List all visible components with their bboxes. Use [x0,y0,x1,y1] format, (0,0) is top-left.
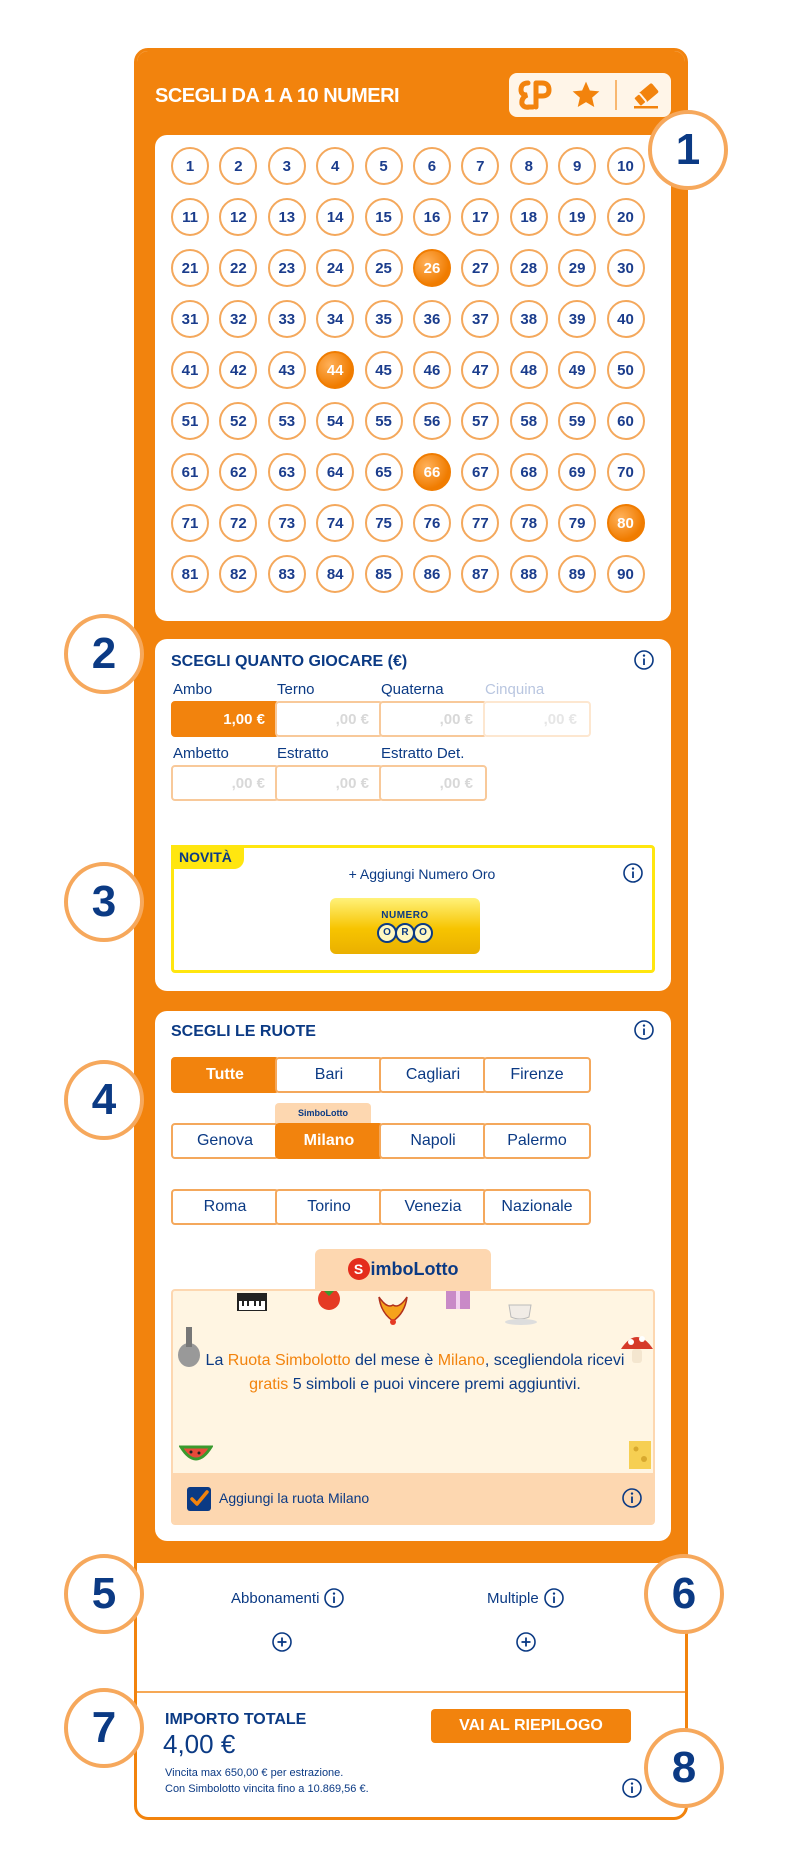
number-ball-58[interactable]: 58 [510,402,548,440]
number-ball-31[interactable]: 31 [171,300,209,338]
number-ball-9[interactable]: 9 [558,147,596,185]
number-ball-28[interactable]: 28 [510,249,548,287]
number-ball-12[interactable]: 12 [219,198,257,236]
oro-ring: O [377,923,397,943]
ruota-nazionale[interactable]: Nazionale [483,1189,591,1225]
number-ball-5[interactable]: 5 [365,147,403,185]
simbolotto-checkbox-row [173,1473,653,1523]
checkmark-icon [187,1487,211,1511]
number-ball-82[interactable]: 82 [219,555,257,593]
number-ball-71[interactable]: 71 [171,504,209,542]
simbo-text-highlight: Milano [437,1352,485,1369]
number-ball-19[interactable]: 19 [558,198,596,236]
number-ball-1[interactable]: 1 [171,147,209,185]
ruote-card [155,1011,671,1541]
number-ball-39[interactable]: 39 [558,300,596,338]
number-ball-25[interactable]: 25 [365,249,403,287]
number-ball-17[interactable]: 17 [461,198,499,236]
ruote-section-title: SCEGLI LE RUOTE [171,1023,316,1040]
quick-pick-button[interactable] [513,77,557,113]
number-ball-26[interactable]: 26 [413,249,451,287]
number-ball-75[interactable]: 75 [365,504,403,542]
estratto-det-label: Estratto Det. [381,745,465,762]
ruota-firenze[interactable]: Firenze [483,1057,591,1093]
number-ball-50[interactable]: 50 [607,351,645,389]
number-ball-33[interactable]: 33 [268,300,306,338]
oro-rings [378,923,432,943]
number-ball-8[interactable]: 8 [510,147,548,185]
number-ball-41[interactable]: 41 [171,351,209,389]
ruota-napoli[interactable]: Napoli [379,1123,487,1159]
simbolotto-s-icon: S [348,1258,370,1280]
vai-al-riepilogo-button[interactable]: VAI AL RIEPILOGO [431,1709,631,1743]
number-ball-89[interactable]: 89 [558,555,596,593]
number-ball-81[interactable]: 81 [171,555,209,593]
multiple-add-icon[interactable] [515,1631,537,1653]
number-ball-78[interactable]: 78 [510,504,548,542]
simbo-text-part: del mese è [350,1352,438,1369]
simbo-text-highlight: gratis [249,1376,289,1393]
simbolotto-info-icon[interactable] [621,1487,643,1509]
number-ball-4[interactable]: 4 [316,147,354,185]
callout-badge-3: 3 [64,862,144,942]
number-ball-11[interactable]: 11 [171,198,209,236]
number-ball-88[interactable]: 88 [510,555,548,593]
abbonamenti-add-icon[interactable] [271,1631,293,1653]
number-ball-87[interactable]: 87 [461,555,499,593]
watermelon-icon [179,1443,213,1467]
jester-hat-icon [375,1295,411,1325]
number-ball-74[interactable]: 74 [316,504,354,542]
number-ball-55[interactable]: 55 [365,402,403,440]
number-ball-37[interactable]: 37 [461,300,499,338]
number-ball-85[interactable]: 85 [365,555,403,593]
quaterna-label: Quaterna [381,681,444,698]
number-ball-36[interactable]: 36 [413,300,451,338]
number-ball-51[interactable]: 51 [171,402,209,440]
simbo-text-part: , scegliendola ricevi [484,1352,625,1369]
number-ball-77[interactable]: 77 [461,504,499,542]
ambo-label: Ambo [173,681,213,698]
ambo-input[interactable]: 1,00 € [171,701,279,737]
add-milano-checkbox[interactable] [187,1487,211,1511]
estratto-det-input[interactable]: ,00 € [379,765,487,801]
number-ball-53[interactable]: 53 [268,402,306,440]
oro-ring: R [395,923,415,943]
number-ball-23[interactable]: 23 [268,249,306,287]
number-ball-70[interactable]: 70 [607,453,645,491]
number-ball-68[interactable]: 68 [510,453,548,491]
footer-info-icon[interactable] [621,1777,643,1799]
simbolotto-tab-label: imboLotto [370,1258,459,1279]
eraser-icon [630,80,662,110]
simbolotto-win-note: Con Simbolotto vincita fino a 10.869,56 €. [165,1783,369,1795]
ambetto-label: Ambetto [173,745,229,762]
number-ball-80[interactable]: 80 [607,504,645,542]
number-ball-66[interactable]: 66 [413,453,451,491]
simbolotto-description [203,1349,627,1397]
number-ball-43[interactable]: 43 [268,351,306,389]
ambetto-input[interactable]: ,00 € [171,765,279,801]
number-ball-44[interactable]: 44 [316,351,354,389]
number-ball-42[interactable]: 42 [219,351,257,389]
number-ball-48[interactable]: 48 [510,351,548,389]
number-ball-27[interactable]: 27 [461,249,499,287]
terno-input[interactable]: ,00 € [275,701,383,737]
gift-icon [443,1291,473,1313]
play-info-icon[interactable] [633,649,655,671]
oro-ring: O [413,923,433,943]
number-ball-61[interactable]: 61 [171,453,209,491]
callout-badge-7: 7 [64,1688,144,1768]
max-win-note: Vincita max 650,00 € per estrazione. [165,1767,344,1779]
coffee-cup-icon [503,1301,543,1327]
cheese-icon [625,1437,655,1473]
lotto-ticket-panel [134,48,688,1820]
toolbar-separator [615,80,617,110]
number-ball-7[interactable]: 7 [461,147,499,185]
cinquina-label: Cinquina [485,681,545,698]
footer-divider [137,1691,685,1693]
number-ball-65[interactable]: 65 [365,453,403,491]
simbolotto-tab [315,1249,491,1289]
star-icon [570,79,602,111]
number-ball-63[interactable]: 63 [268,453,306,491]
number-ball-22[interactable]: 22 [219,249,257,287]
ruota-bari[interactable]: Bari [275,1057,383,1093]
simbolotto-box [171,1289,655,1525]
total-value: 4,00 € [163,1729,236,1759]
number-ball-38[interactable]: 38 [510,300,548,338]
novita-tag: NOVITÀ [171,845,244,869]
abbonamenti-info-icon[interactable] [323,1587,345,1609]
ruota-venezia[interactable]: Venezia [379,1189,487,1225]
callout-badge-4: 4 [64,1060,144,1140]
violin-icon [173,1325,205,1369]
tomato-icon [315,1291,343,1313]
number-ball-16[interactable]: 16 [413,198,451,236]
number-ball-62[interactable]: 62 [219,453,257,491]
multiple-link[interactable] [487,1587,565,1609]
cinquina-input: ,00 € [483,701,591,737]
add-milano-label: Aggiungi la ruota Milano [219,1490,370,1506]
numero-oro-logo[interactable] [330,898,480,954]
number-ball-47[interactable]: 47 [461,351,499,389]
header-title: SCEGLI DA 1 A 10 NUMERI [155,85,400,107]
quaterna-input[interactable]: ,00 € [379,701,487,737]
ruota-tutte[interactable]: Tutte [171,1057,279,1093]
number-ball-52[interactable]: 52 [219,402,257,440]
ruote-info-icon[interactable] [633,1019,655,1041]
number-ball-15[interactable]: 15 [365,198,403,236]
clear-button[interactable] [624,77,668,113]
number-ball-32[interactable]: 32 [219,300,257,338]
number-ball-20[interactable]: 20 [607,198,645,236]
quick-toolbar [509,73,671,117]
ruota-torino[interactable]: Torino [275,1189,383,1225]
number-ball-56[interactable]: 56 [413,402,451,440]
simbo-text-highlight: Ruota Simbolotto [227,1352,351,1369]
number-grid [171,147,655,606]
numero-oro-info-icon[interactable] [622,862,644,884]
numero-oro-box [171,845,655,973]
number-ball-29[interactable]: 29 [558,249,596,287]
ruota-cagliari[interactable]: Cagliari [379,1057,487,1093]
callout-badge-6: 6 [644,1554,724,1634]
estratto-input[interactable]: ,00 € [275,765,383,801]
number-ball-2[interactable]: 2 [219,147,257,185]
number-ball-86[interactable]: 86 [413,555,451,593]
number-ball-59[interactable]: 59 [558,402,596,440]
number-ball-21[interactable]: 21 [171,249,209,287]
add-numero-oro-link[interactable]: + Aggiungi Numero Oro [348,866,496,882]
number-ball-76[interactable]: 76 [413,504,451,542]
ruota-roma[interactable]: Roma [171,1189,279,1225]
play-section-title: SCEGLI QUANTO GIOCARE (€) [171,653,408,670]
number-ball-49[interactable]: 49 [558,351,596,389]
simbo-text-part: 5 simboli e puoi vincere premi aggiuntivi. [288,1376,581,1393]
play-amount-card [155,639,671,991]
ruota-genova[interactable]: Genova [171,1123,279,1159]
number-ball-18[interactable]: 18 [510,198,548,236]
number-ball-6[interactable]: 6 [413,147,451,185]
callout-badge-2: 2 [64,614,144,694]
number-grid-card [155,135,671,621]
number-ball-72[interactable]: 72 [219,504,257,542]
number-ball-3[interactable]: 3 [268,147,306,185]
number-ball-73[interactable]: 73 [268,504,306,542]
number-ball-54[interactable]: 54 [316,402,354,440]
multiple-info-icon[interactable] [543,1587,565,1609]
number-ball-84[interactable]: 84 [316,555,354,593]
total-label: IMPORTO TOTALE [165,1711,307,1728]
oro-logo-top: NUMERO [381,909,429,921]
number-ball-34[interactable]: 34 [316,300,354,338]
callout-badge-5: 5 [64,1554,144,1634]
number-ball-90[interactable]: 90 [607,555,645,593]
number-ball-57[interactable]: 57 [461,402,499,440]
number-ball-79[interactable]: 79 [558,504,596,542]
number-ball-14[interactable]: 14 [316,198,354,236]
callout-badge-1: 1 [648,110,728,190]
number-ball-67[interactable]: 67 [461,453,499,491]
number-ball-24[interactable]: 24 [316,249,354,287]
number-ball-30[interactable]: 30 [607,249,645,287]
milano-simbolotto-tag: SimboLotto [275,1103,371,1123]
simbo-text-part: La [205,1352,228,1369]
number-ball-60[interactable]: 60 [607,402,645,440]
estratto-label: Estratto [277,745,329,762]
terno-label: Terno [277,681,315,698]
number-ball-40[interactable]: 40 [607,300,645,338]
ruota-palermo[interactable]: Palermo [483,1123,591,1159]
callout-badge-8: 8 [644,1728,724,1808]
number-ball-45[interactable]: 45 [365,351,403,389]
ruota-milano[interactable]: Milano [275,1123,383,1159]
favorites-button[interactable] [564,77,608,113]
multiple-label: Multiple [487,1589,539,1607]
number-ball-83[interactable]: 83 [268,555,306,593]
pill-icon [518,80,552,110]
abbonamenti-link[interactable] [231,1587,345,1609]
number-ball-35[interactable]: 35 [365,300,403,338]
number-ball-69[interactable]: 69 [558,453,596,491]
number-ball-64[interactable]: 64 [316,453,354,491]
number-ball-46[interactable]: 46 [413,351,451,389]
number-ball-10[interactable]: 10 [607,147,645,185]
piano-icon [235,1291,269,1313]
abbonamenti-label: Abbonamenti [231,1589,320,1607]
number-ball-13[interactable]: 13 [268,198,306,236]
